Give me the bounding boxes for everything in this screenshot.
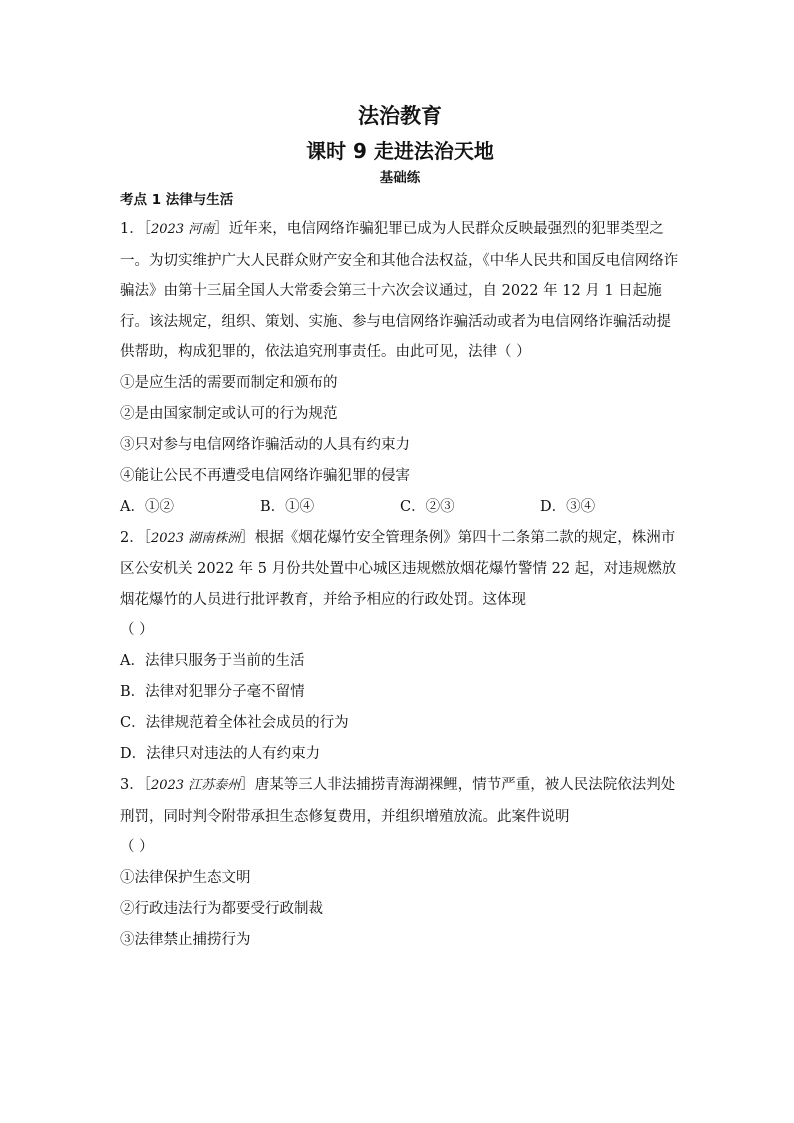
question-2 xyxy=(120,523,680,771)
question-stem: 1．［2023 河南］近年来，电信网络诈骗犯罪已成为人民群众反映最强烈的犯罪类型之一。为切实维护广大人民群众财产安全和其他合法权益，《中华人民共和国反电信网络诈骗法》由第十三届全国人大常委会第三十六次会议通过，自 2022 年 12 月 1 日起施行。该法规定，组织、策划、实施、参与电信网络诈骗活动或者为电信网络诈骗活动提供帮助，构成犯罪的，依法追究刑事责任。由此可见，法律（ ） xyxy=(120,221,679,360)
question-source: 2023 湖南株洲 xyxy=(150,530,241,546)
answer-bracket: （ ） xyxy=(120,622,154,638)
choice-d[interactable]: D．③④ xyxy=(540,498,596,515)
document-title: 法治教育 xyxy=(358,104,442,128)
level-label: 基础练 xyxy=(379,170,421,186)
section-heading: 考点 1 法律与生活 xyxy=(120,192,234,208)
statement-item: ①是应生活的需要而制定和颁布的 xyxy=(120,374,338,391)
statement-item: ②行政违法行为都要受行政制裁 xyxy=(120,901,323,917)
choice-b[interactable]: B．法律对犯罪分子毫不留情 xyxy=(120,684,305,700)
choice-c[interactable]: C．②③ xyxy=(400,498,455,515)
answer-bracket: （ ） xyxy=(120,839,154,855)
question-1 xyxy=(120,214,680,523)
document-content xyxy=(120,100,680,956)
question-stem: 3．［2023 江苏泰州］唐某等三人非法捕捞青海湖裸鲤，情节严重，被人民法院依法判处刑罚，同时判令附带承担生态修复费用，并组织增殖放流。此案件说明 xyxy=(120,777,676,825)
statement-item: ①法律保护生态文明 xyxy=(120,870,251,886)
statement-item: ③法律禁止捕捞行为 xyxy=(120,932,251,948)
choice-b[interactable]: B．①④ xyxy=(260,498,315,515)
statement-item: ④能让公民不再遭受电信网络诈骗犯罪的侵害 xyxy=(120,467,410,484)
question-source: 2023 江苏泰州 xyxy=(150,778,241,793)
choice-c[interactable]: C．法律规范着全体社会成员的行为 xyxy=(120,715,349,731)
statement-item: ③只对参与电信网络诈骗活动的人具有约束力 xyxy=(120,436,410,453)
statement-item: ②是由国家制定或认可的行为规范 xyxy=(120,405,338,422)
choice-d[interactable]: D．法律只对违法的人有约束力 xyxy=(120,746,321,762)
answer-choices xyxy=(120,492,680,523)
choice-a[interactable]: A．法律只服务于当前的生活 xyxy=(120,653,305,669)
question-stem: 2．［2023 湖南株洲］根据《烟花爆竹安全管理条例》第四十二条第二款的规定，株洲市区公安机关 2022 年 5 月份共处置中心城区违规燃放烟花爆竹警情 22 起，对违规燃放烟花爆竹的人员进行批评教育，并给予相应的行政处罚。这体现 xyxy=(120,529,677,608)
question-source: 2023 河南 xyxy=(150,222,215,237)
choice-a[interactable]: A．①② xyxy=(120,498,174,515)
question-3 xyxy=(120,770,680,956)
lesson-subtitle: 课时 9 走进法治天地 xyxy=(306,139,494,163)
